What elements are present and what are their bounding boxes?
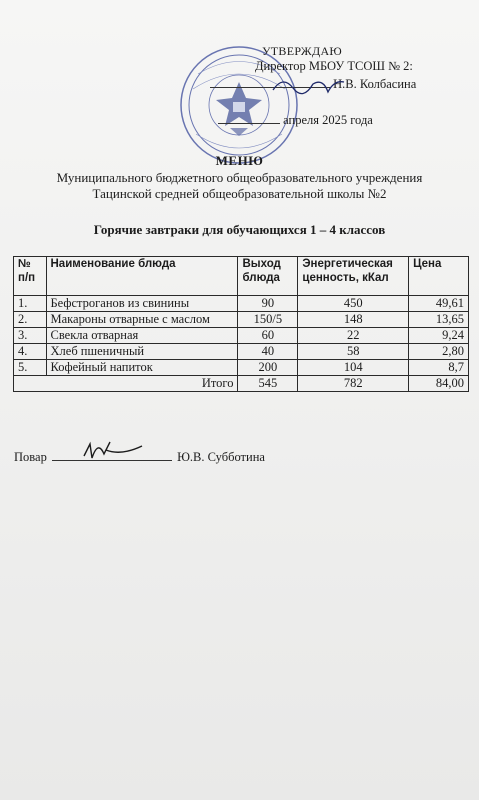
row-number: 4. (14, 344, 47, 360)
table-row (14, 296, 469, 312)
col-header-number-line1: № (18, 258, 31, 270)
row-dish-name: Бефстроганов из свинины (46, 296, 238, 312)
total-energy: 782 (298, 376, 409, 392)
row-yield: 200 (238, 360, 298, 376)
col-header-energy-line2: ценность, кКал (302, 272, 389, 284)
approval-date-line (218, 112, 373, 128)
director-signature (268, 70, 348, 100)
total-yield: 545 (238, 376, 298, 392)
approval-position: Директор МБОУ ТСОШ № 2: (255, 59, 413, 73)
total-label: Итого (14, 376, 238, 392)
row-energy: 104 (298, 360, 409, 376)
row-number: 2. (14, 312, 47, 328)
institution-line-2: Тацинской средней общеобразовательной школы №2 (92, 186, 387, 201)
row-price: 49,61 (409, 296, 469, 312)
col-header-name: Наименование блюда (46, 257, 238, 296)
row-yield: 60 (238, 328, 298, 344)
row-dish-name: Свекла отварная (46, 328, 238, 344)
table-total-row (14, 376, 469, 392)
table-header-row (14, 257, 469, 296)
row-number: 1. (14, 296, 47, 312)
approval-title: УТВЕРЖДАЮ (262, 44, 343, 58)
row-number: 5. (14, 360, 47, 376)
col-header-energy-line1: Энергетическая (302, 258, 393, 270)
cook-signature (76, 434, 146, 464)
menu-heading: Горячие завтраки для обучающихся 1 – 4 классов (93, 222, 386, 237)
table-row (14, 344, 469, 360)
row-dish-name: Кофейный напиток (46, 360, 238, 376)
row-energy: 22 (298, 328, 409, 344)
approval-date: апреля 2025 года (283, 113, 373, 127)
col-header-number-line2: п/п (18, 272, 36, 284)
col-header-yield (238, 257, 298, 296)
row-yield: 40 (238, 344, 298, 360)
row-dish-name: Макароны отварные с маслом (46, 312, 238, 328)
col-header-energy (298, 257, 409, 296)
row-price: 13,65 (409, 312, 469, 328)
menu-title: МЕНЮ (215, 153, 264, 168)
row-price: 9,24 (409, 328, 469, 344)
row-energy: 148 (298, 312, 409, 328)
total-price: 84,00 (409, 376, 469, 392)
table-row (14, 312, 469, 328)
date-day-underline (218, 112, 280, 124)
col-header-price: Цена (409, 257, 469, 296)
row-energy: 450 (298, 296, 409, 312)
col-header-yield-line2: блюда (242, 272, 280, 284)
table-row (14, 328, 469, 344)
row-price: 2,80 (409, 344, 469, 360)
institution-line-1: Муниципального бюджетного общеобразовательного учреждения (56, 170, 423, 185)
cook-label: Повар (14, 450, 47, 464)
director-name: Н.В. Колбасина (333, 77, 417, 91)
col-header-number (14, 257, 47, 296)
menu-table (13, 256, 469, 392)
row-dish-name: Хлеб пшеничный (46, 344, 238, 360)
row-number: 3. (14, 328, 47, 344)
row-yield: 150/5 (238, 312, 298, 328)
cook-name: Ю.В. Субботина (177, 450, 265, 464)
approval-block (0, 0, 479, 130)
row-yield: 90 (238, 296, 298, 312)
row-energy: 58 (298, 344, 409, 360)
table-row (14, 360, 469, 376)
col-header-yield-line1: Выход (242, 258, 281, 270)
row-price: 8,7 (409, 360, 469, 376)
